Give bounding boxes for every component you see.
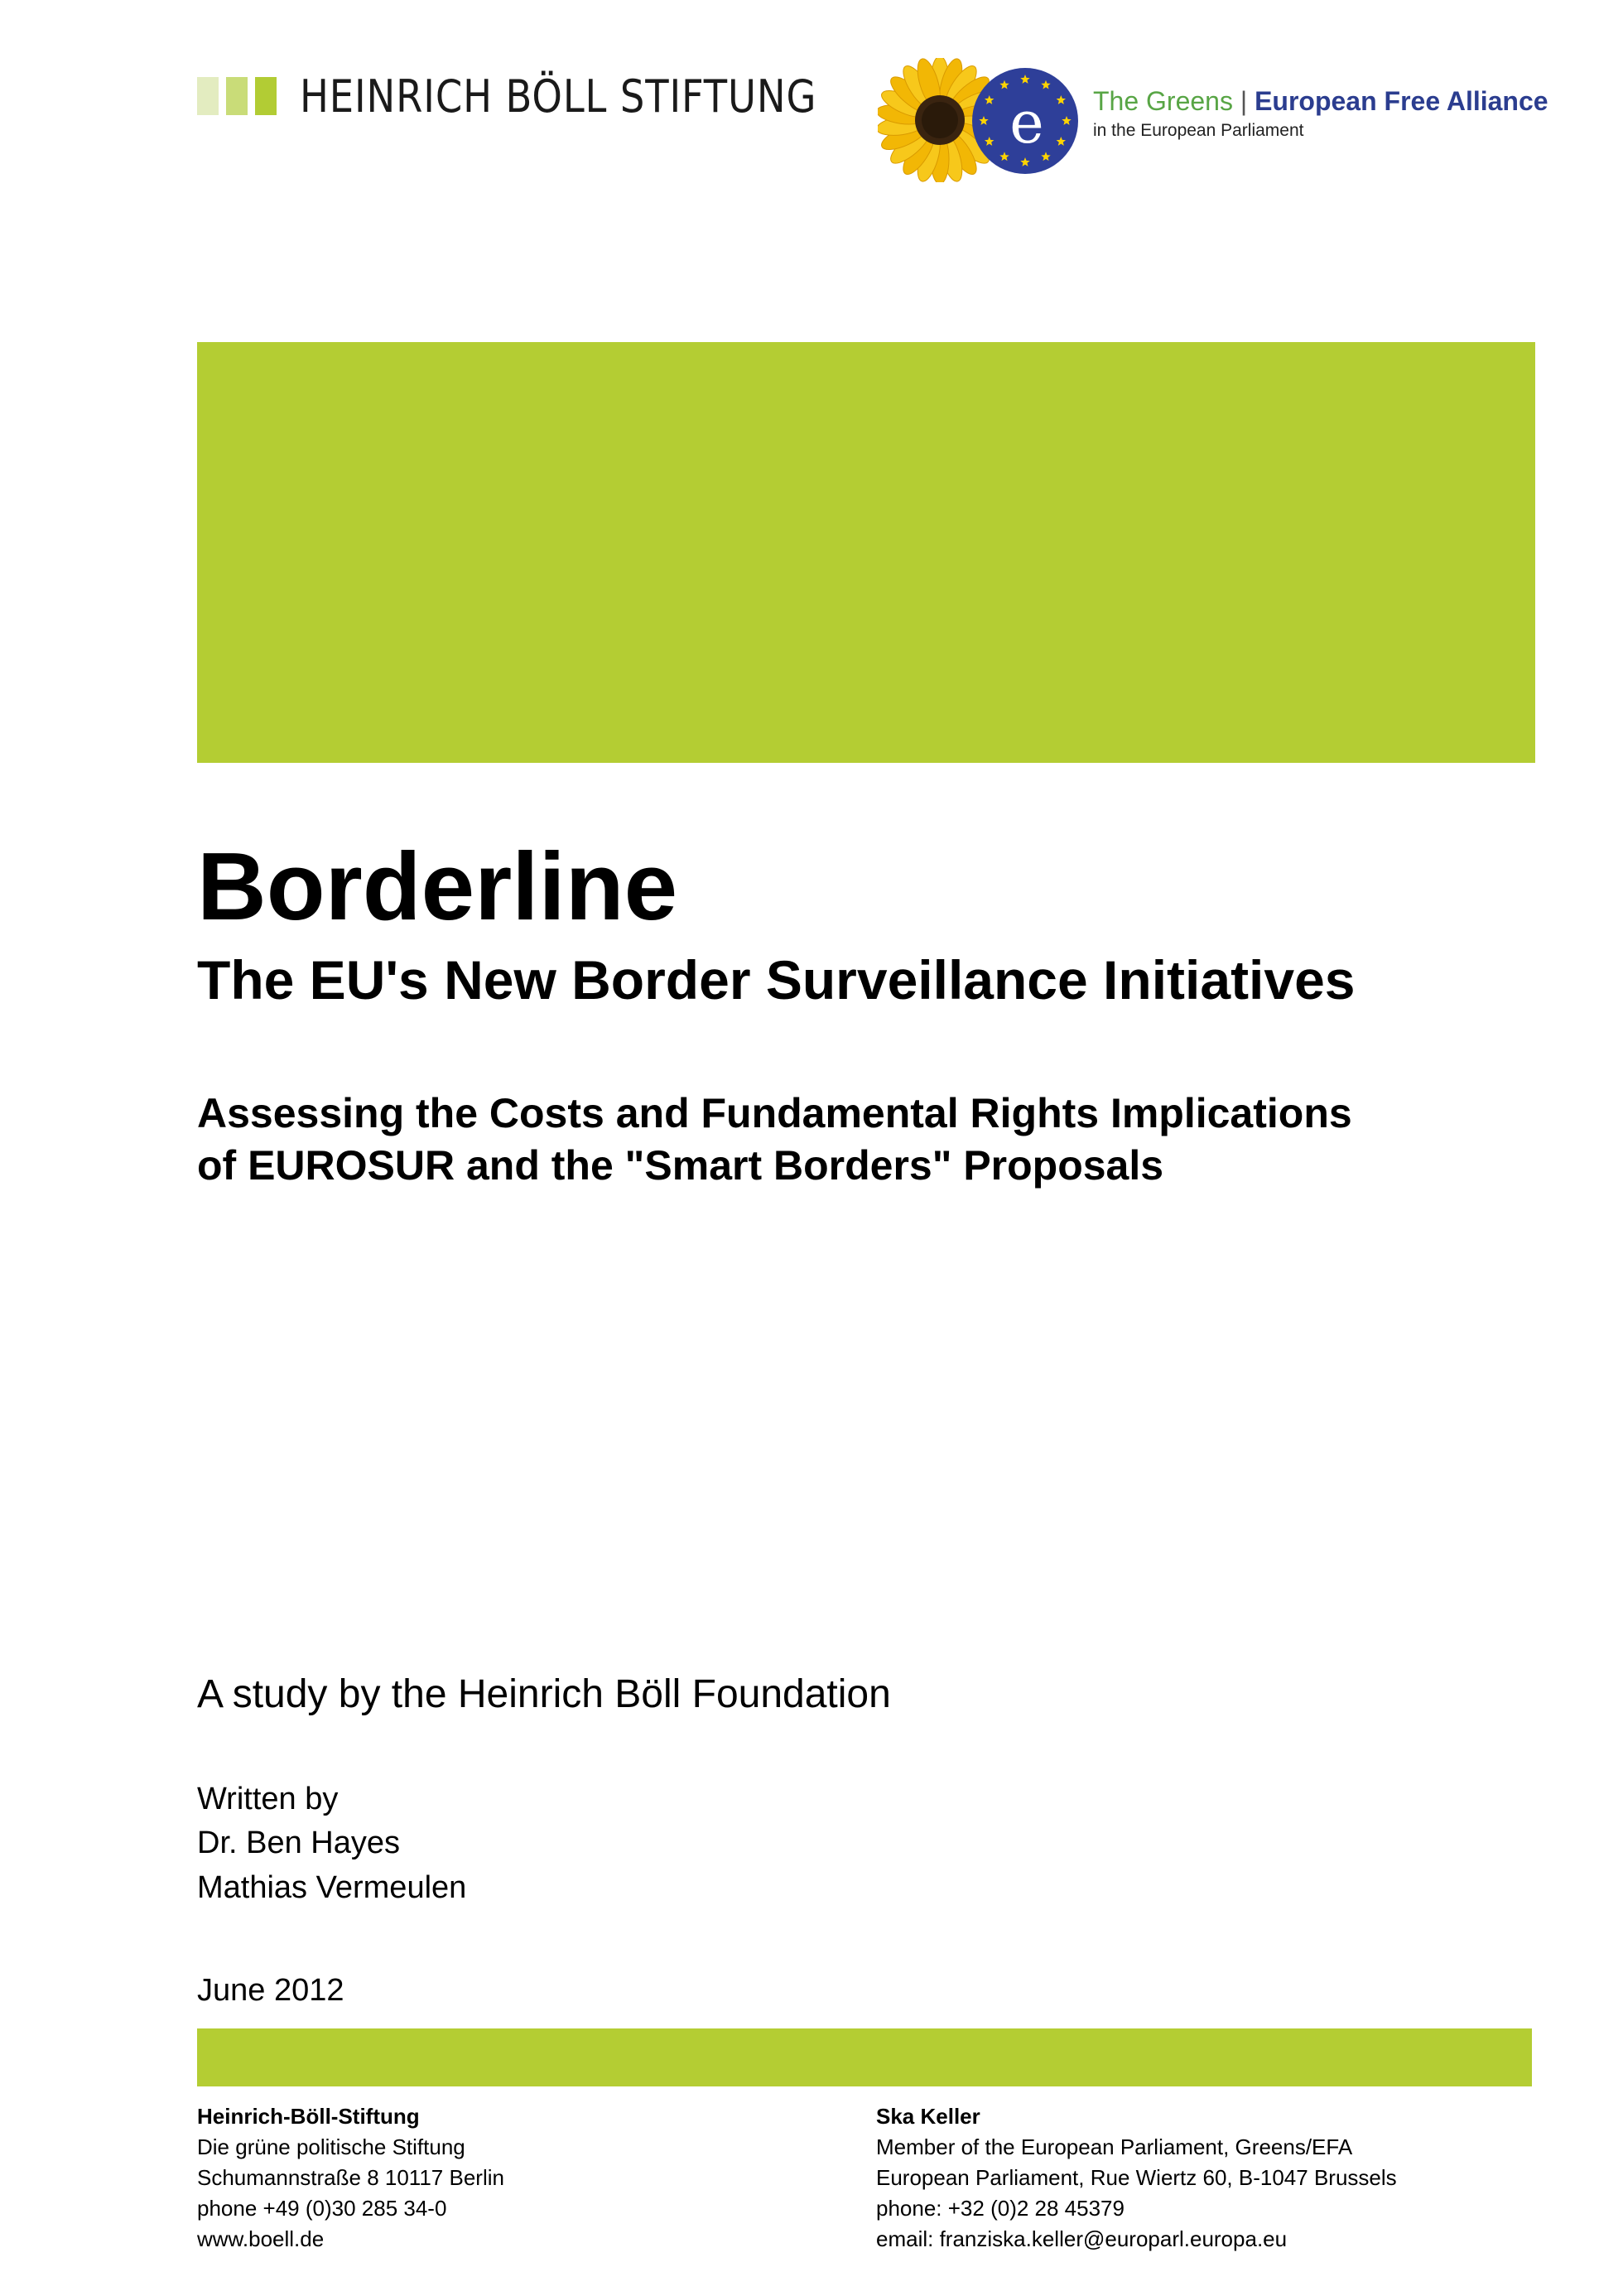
logo-square-medium — [226, 77, 248, 115]
eu-stars-logo-icon — [967, 63, 1083, 179]
footer-left-website: www.boell.de — [197, 2226, 325, 2251]
greens-subtitle: in the European Parliament — [1093, 121, 1304, 140]
subheading-line-2: of EUROSUR and the "Smart Borders" Proposals — [197, 1142, 1164, 1189]
footer-right-address: European Parliament, Rue Wiertz 60, B-1047 Brussels — [876, 2165, 1397, 2190]
footer-right-contact — [876, 2101, 1397, 2255]
eu-logo-letter: e — [1009, 89, 1044, 157]
footer-left-phone: phone +49 (0)30 285 34-0 — [197, 2196, 447, 2221]
footer-left-name: Heinrich-Böll-Stiftung — [197, 2104, 420, 2129]
logo-square-light — [197, 77, 219, 115]
greens-separator: | — [1240, 86, 1248, 116]
bottom-green-bar — [197, 2028, 1532, 2086]
footer-right-line: Member of the European Parliament, Greens/EFA — [876, 2134, 1353, 2159]
author-name: Mathias Vermeulen — [197, 1870, 467, 1905]
logo-square-dark — [255, 77, 277, 115]
heinrich-boell-logo — [197, 71, 901, 121]
document-subtitle: The EU's New Border Surveillance Initiatives — [197, 949, 1356, 1011]
author-name: Dr. Ben Hayes — [197, 1826, 400, 1860]
foundation-name: HEINRICH BÖLL STIFTUNG — [300, 70, 817, 123]
footer-left-contact — [197, 2101, 504, 2255]
footer-left-line: Die grüne politische Stiftung — [197, 2134, 465, 2159]
top-green-banner — [197, 342, 1535, 763]
greens-name: The Greens — [1093, 86, 1233, 116]
subheading-line-1: Assessing the Costs and Fundamental Rights Implications — [197, 1090, 1352, 1136]
footer-left-address: Schumannstraße 8 10117 Berlin — [197, 2165, 504, 2190]
study-by-line: A study by the Heinrich Böll Foundation — [197, 1672, 891, 1716]
footer-right-phone: phone: +32 (0)2 28 45379 — [876, 2196, 1125, 2221]
publication-date: June 2012 — [197, 1973, 344, 2008]
written-by-label: Written by — [197, 1782, 339, 1816]
document-title: Borderline — [197, 832, 678, 940]
efa-name: European Free Alliance — [1255, 86, 1548, 116]
footer-right-name: Ska Keller — [876, 2104, 980, 2129]
greens-efa-title — [1093, 86, 1548, 117]
footer-right-email: email: franziska.keller@europarl.europa.eu — [876, 2226, 1288, 2251]
